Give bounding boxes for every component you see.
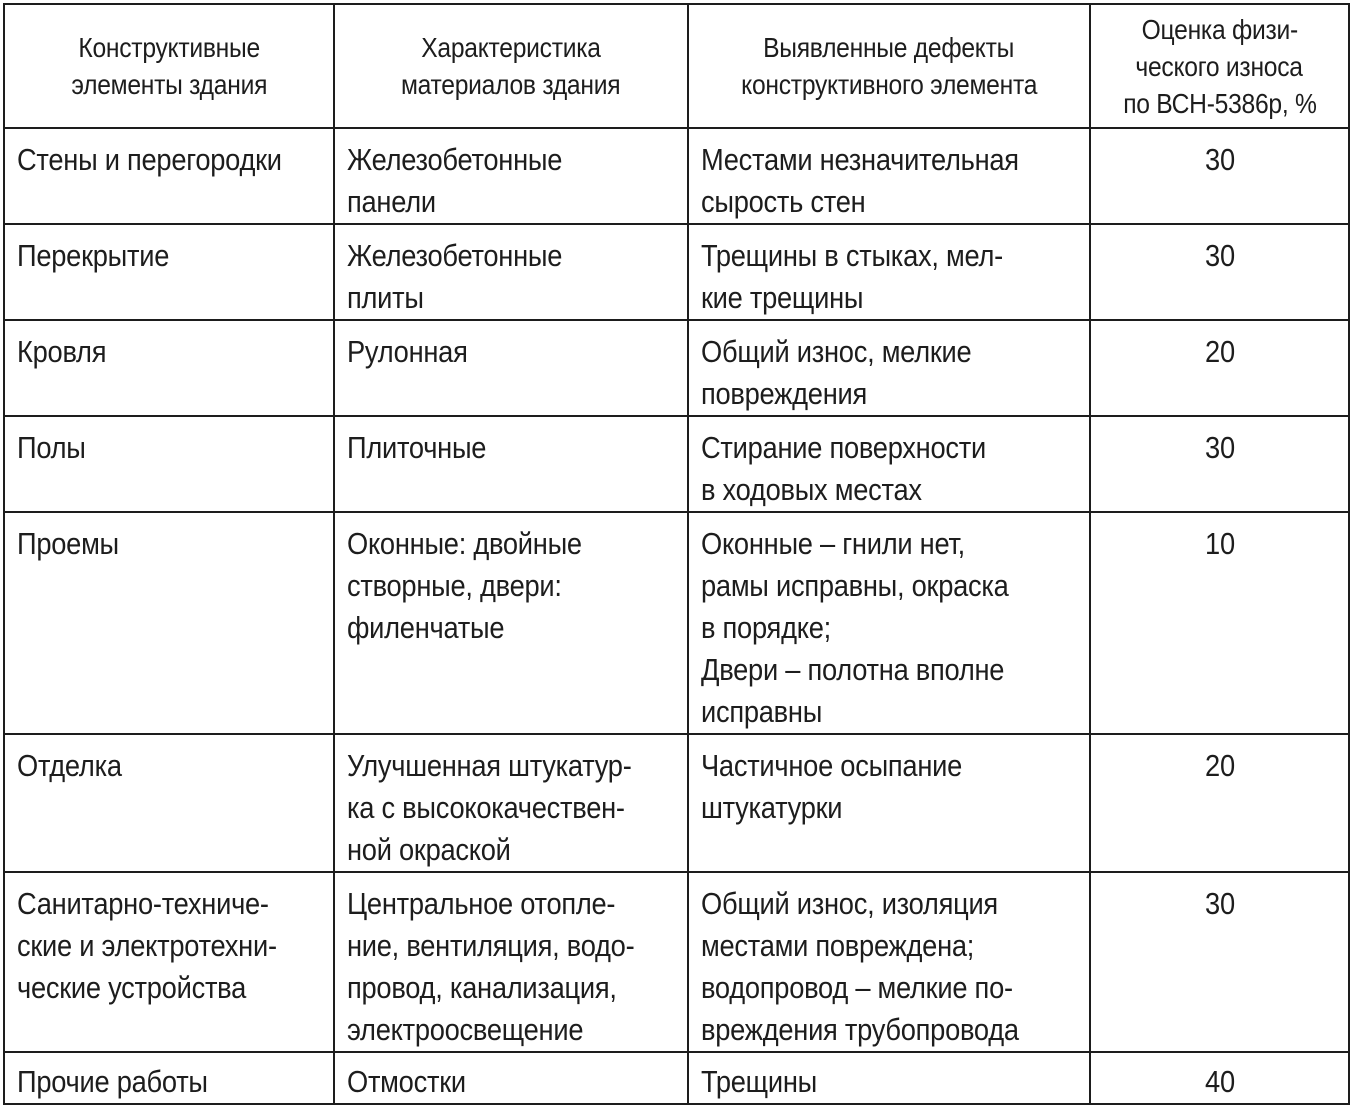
cell-material: Железобетонные панели xyxy=(334,128,688,224)
cell-element: Стены и перегородки xyxy=(4,128,334,224)
table-row xyxy=(4,320,1349,416)
cell-defects: Стирание поверхности в ходовых местах xyxy=(688,416,1090,512)
header-structural-elements: Конструктивные элементы здания xyxy=(4,4,334,128)
cell-wear-value: 20 xyxy=(1090,320,1349,416)
cell-element: Отделка xyxy=(4,734,334,872)
cell-material: Отмостки xyxy=(334,1052,688,1104)
table-row xyxy=(4,416,1349,512)
cell-defects: Общий износ, изоляция местами повреждена; водопровод – мелкие по- вреждения трубопровода xyxy=(688,872,1090,1052)
table-row xyxy=(4,872,1349,1052)
cell-defects: Трещины xyxy=(688,1052,1090,1104)
cell-wear-value: 30 xyxy=(1090,224,1349,320)
header-physical-wear-estimate: Оценка физи- ческого износа по ВСН-5386р, % xyxy=(1090,4,1349,128)
cell-wear-value: 10 xyxy=(1090,512,1349,734)
cell-wear-value: 30 xyxy=(1090,128,1349,224)
table-row xyxy=(4,128,1349,224)
table-row xyxy=(4,1052,1349,1104)
cell-defects: Местами незначительная сырость стен xyxy=(688,128,1090,224)
cell-element: Перекрытие xyxy=(4,224,334,320)
table-row xyxy=(4,734,1349,872)
cell-material: Центральное отопле- ние, вентиляция, водо- провод, канализация, электроосвещение xyxy=(334,872,688,1052)
cell-defects: Общий износ, мелкие повреждения xyxy=(688,320,1090,416)
cell-element: Кровля xyxy=(4,320,334,416)
cell-element: Проемы xyxy=(4,512,334,734)
table-body xyxy=(4,128,1349,1104)
cell-material: Железобетонные плиты xyxy=(334,224,688,320)
cell-defects: Оконные – гнили нет, рамы исправны, окраска в порядке; Двери – полотна вполне исправны xyxy=(688,512,1090,734)
cell-element: Прочие работы xyxy=(4,1052,334,1104)
cell-element: Санитарно-техниче- ские и электротехни- ческие устройства xyxy=(4,872,334,1052)
cell-material: Плиточные xyxy=(334,416,688,512)
physical-wear-table xyxy=(3,3,1350,1105)
cell-wear-value: 20 xyxy=(1090,734,1349,872)
cell-defects: Частичное осыпание штукатурки xyxy=(688,734,1090,872)
header-detected-defects: Выявленные дефекты конструктивного элемента xyxy=(688,4,1090,128)
table-row xyxy=(4,224,1349,320)
table-header xyxy=(4,4,1349,128)
header-material-characteristics: Характеристика материалов здания xyxy=(334,4,688,128)
cell-defects: Трещины в стыках, мел- кие трещины xyxy=(688,224,1090,320)
cell-wear-value: 30 xyxy=(1090,416,1349,512)
table-row xyxy=(4,512,1349,734)
cell-material: Оконные: двойные створные, двери: филенчатые xyxy=(334,512,688,734)
cell-wear-value: 30 xyxy=(1090,872,1349,1052)
cell-material: Рулонная xyxy=(334,320,688,416)
cell-wear-value: 40 xyxy=(1090,1052,1349,1104)
cell-element: Полы xyxy=(4,416,334,512)
header-row xyxy=(4,4,1349,128)
cell-material: Улучшенная штукатур- ка с высококачествен- ной окраской xyxy=(334,734,688,872)
